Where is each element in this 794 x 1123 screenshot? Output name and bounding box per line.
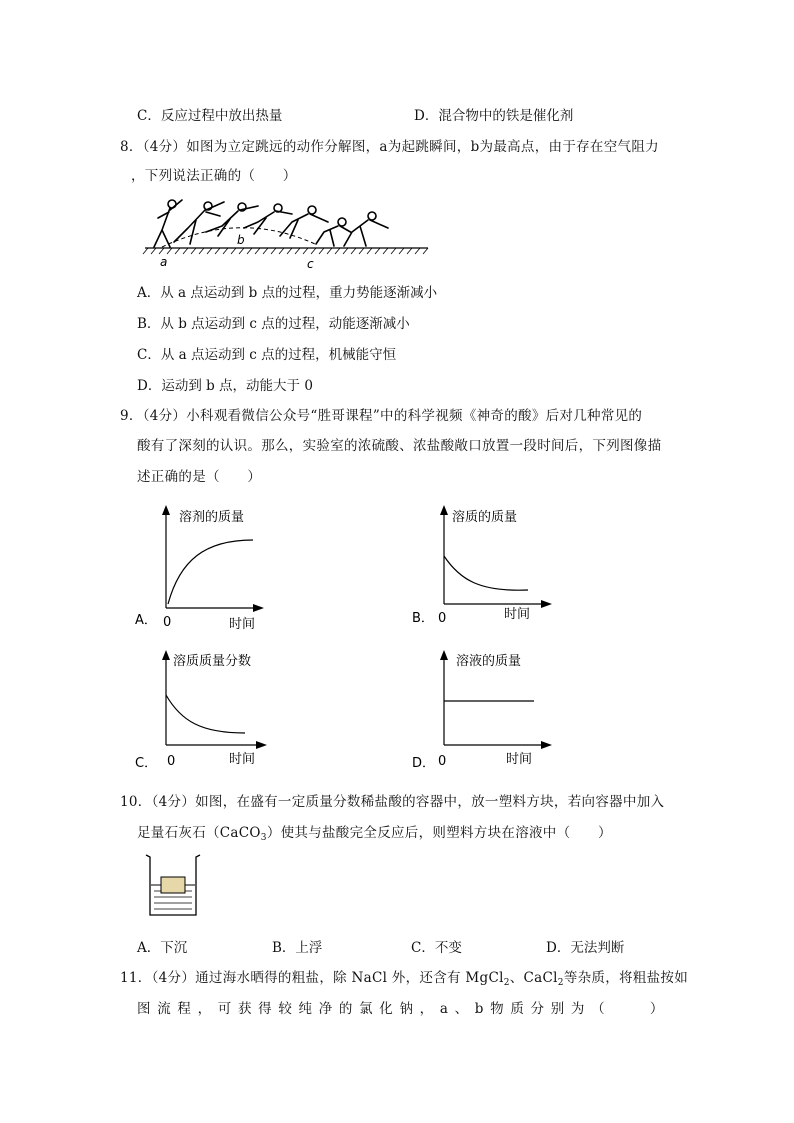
graph-b-xlabel: 时间 <box>504 607 531 622</box>
q8-option-a: A．从 a 点运动到 b 点的过程，重力势能逐渐减小 <box>137 285 438 301</box>
q9-stem-line1: 9．（4分）小科观看微信公众号“胜哥课程”中的科学视频《神奇的酸》后对几种常见的 <box>120 408 643 424</box>
q11-stem-line1: 11．（4分）通过海水晒得的粗盐，除 NaCl 外，还含有 MgCl$_2$、CaCl$_2$等杂质，将粗盐按如 <box>120 970 689 988</box>
q10-stem-line1: 10．（4分）如图，在盛有一定质量分数稀盐酸的容器中，放一塑料方块，若向容器中加入 <box>120 794 665 810</box>
point-a-label: a <box>160 255 168 269</box>
graph-a-letter: A． <box>135 613 157 628</box>
q10-option-a: A．下沉 <box>137 940 188 956</box>
q7-option-d: D．混合物中的铁是催化剂 <box>414 108 574 124</box>
long-jump-figure <box>140 192 430 272</box>
q8-stem-line2: ，下列说法正确的（ ） <box>131 168 297 184</box>
q10-stem-line2: 足量石灰石（CaCO$_3$）使其与盐酸完全反应后，则塑料方块在溶液中（ ） <box>137 825 612 843</box>
q9-stem-line2: 酸有了深刻的认识。那么，实验室的浓硫酸、浓盐酸敞口放置一段时间后，下列图像描 <box>137 438 662 454</box>
graph-a-origin: 0 <box>163 615 172 630</box>
graph-d-origin: 0 <box>438 754 447 769</box>
graph-c-ylabel: 溶质质量分数 <box>173 654 252 669</box>
graph-d-xlabel: 时间 <box>506 752 533 767</box>
q8-option-d: D．运动到 b 点，动能大于 0 <box>137 378 313 394</box>
graph-c <box>135 645 285 779</box>
graph-d-letter: D． <box>412 756 436 771</box>
graph-a-ylabel: 溶剂的质量 <box>179 510 245 525</box>
graph-d-ylabel: 溶液的质量 <box>456 654 522 669</box>
beaker-figure <box>142 853 204 919</box>
curve-c <box>166 695 245 733</box>
graph-a <box>135 500 275 634</box>
q9-stem-line3: 述正确的是（ ） <box>137 469 262 485</box>
point-b-label: b <box>237 233 245 247</box>
graph-a-xlabel: 时间 <box>229 617 256 630</box>
q10-option-d: D．无法判断 <box>546 940 625 956</box>
graph-b-ylabel: 溶质的质量 <box>452 510 518 525</box>
graph-b <box>410 500 560 634</box>
graph-c-letter: C． <box>135 756 158 771</box>
q10-option-b: B．上浮 <box>272 940 323 956</box>
q8-option-c: C．从 a 点运动到 c 点的过程，机械能守恒 <box>137 347 397 363</box>
q8-stem-line1: 8．（4分）如图为立定跳远的动作分解图，a为起跳瞬间，b为最高点，由于存在空气阻力 <box>120 139 659 155</box>
curve-b <box>444 556 528 590</box>
q10-option-c: C．不变 <box>411 940 462 956</box>
q7-option-c: C．反应过程中放出热量 <box>137 108 283 124</box>
graph-b-letter: B． <box>412 611 434 626</box>
q11-stem-line2: 图 流 程 ， 可 获 得 较 纯 净 的 氯 化 钠 ， a 、 b 物 质 分 别 为 （ ） <box>137 1001 665 1017</box>
graph-c-xlabel: 时间 <box>229 752 256 767</box>
point-c-label: c <box>307 257 314 271</box>
q8-option-b: B．从 b 点运动到 c 点的过程，动能逐渐减小 <box>137 316 410 332</box>
graph-c-origin: 0 <box>167 754 176 769</box>
graph-b-origin: 0 <box>438 611 447 626</box>
curve-a <box>168 540 253 604</box>
plastic-block <box>161 877 185 893</box>
graph-d <box>410 645 560 779</box>
